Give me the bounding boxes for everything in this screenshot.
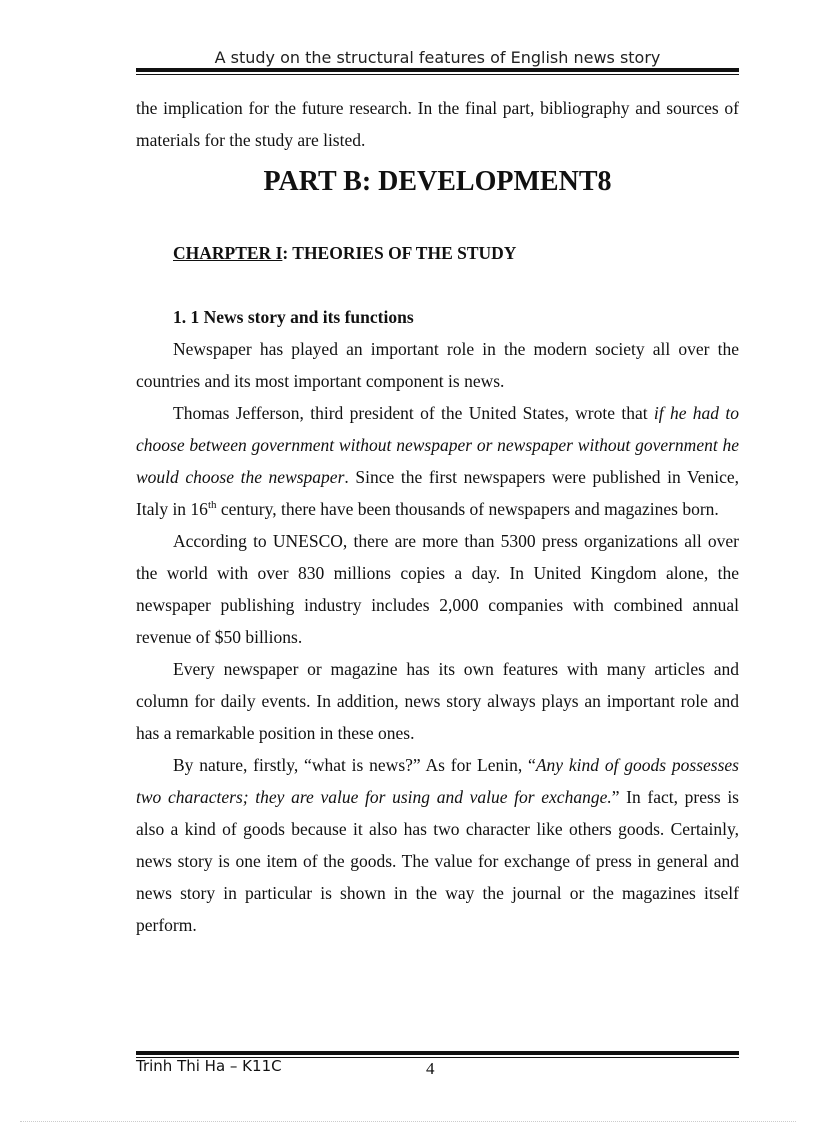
page-edge-divider bbox=[20, 1121, 796, 1122]
part-title: PART B: DEVELOPMENT8 bbox=[263, 166, 612, 197]
chapter-title: : THEORIES OF THE STUDY bbox=[282, 243, 517, 263]
page-header-title: A study on the structural features of English news story bbox=[214, 48, 661, 67]
page-body bbox=[136, 92, 739, 941]
paragraph-2: Thomas Jefferson, third president of the United States, wrote that if he had to choose between government without newspaper or newspaper without government he would choose the newspaper. Since the first newspapers were published in Venice, Italy in 16th century, there have been thousands of newspapers and magazines born. bbox=[136, 403, 739, 519]
intro-paragraph: the implication for the future research. In the final part, bibliography and sources of materials for the study are listed. bbox=[136, 98, 739, 150]
paragraph-1: Newspaper has played an important role in the modern society all over the countries and its most important component is news. bbox=[136, 339, 739, 391]
lenin-quote: Any kind of goods possesses two characters; they are value for using and value for exchange. bbox=[136, 755, 739, 807]
paragraph-5: By nature, firstly, “what is news?” As for Lenin, “Any kind of goods possesses two characters; they are value for using and value for exchange.” In fact, press is also a kind of goods because it also has two character like others goods. Certainly, news story is one item of the goods. The value for exchange of press in general and news story in particular is shown in the way the journal or the magazines itself perform. bbox=[136, 755, 739, 935]
paragraph-3: According to UNESCO, there are more than 5300 press organizations all over the world with over 830 millions copies a day. In United Kingdom alone, the newspaper publishing industry includes 2,000 companies with combined annual revenue of $50 billions. bbox=[136, 531, 739, 647]
chapter-heading bbox=[136, 237, 739, 269]
page-footer bbox=[136, 1057, 739, 1081]
chapter-label: CHARPTER I bbox=[173, 243, 283, 263]
header-rule bbox=[136, 68, 739, 75]
paragraph-4: Every newspaper or magazine has its own features with many articles and column for daily events. In addition, news story always plays an important role and has a remarkable position in these ones. bbox=[136, 659, 739, 743]
page-number: 4 bbox=[426, 1059, 435, 1078]
footer-author: Trinh Thi Ha – K11C bbox=[136, 1057, 282, 1075]
jefferson-quote: if he had to choose between government without newspaper or newspaper without government he would choose the newspaper bbox=[136, 403, 739, 487]
section-heading: 1. 1 News story and its functions bbox=[173, 307, 414, 327]
